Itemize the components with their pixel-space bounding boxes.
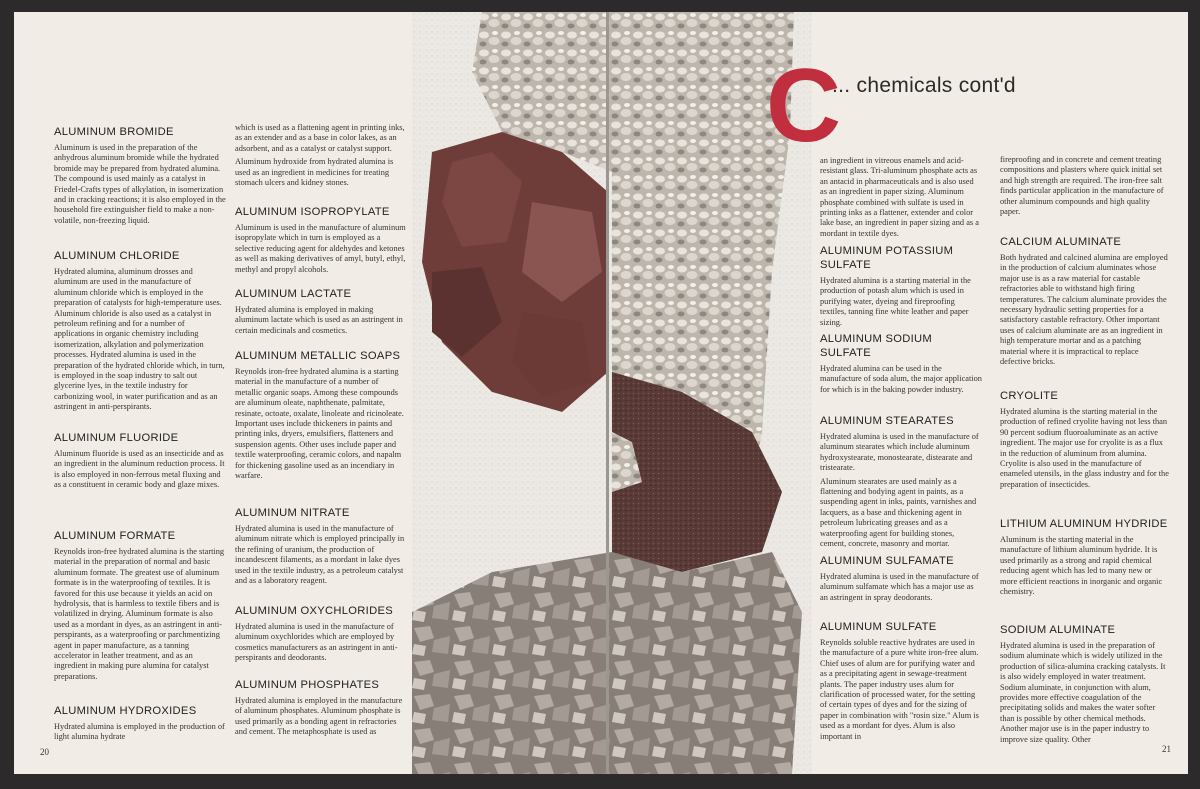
section-title: ALUMINUM OXYCHLORIDES — [235, 605, 393, 617]
section-paragraph: Hydrated alumina is used in the manufacture of aluminum oxychlorides which are employed by cosmetics manufacturers as an astringent in anti-perspirants and deodorants. — [235, 622, 398, 663]
section-paragraph: Reynolds iron-free hydrated alumina is a starting material in the manufacture of a number of metallic organic soaps. Among these compounds are aluminum oleate, naphthenate, palmitate, resinate, octoate, oxalate, linoleate and ricinoleate. Important uses include thickeners in paints and printing inks, dryers, emulsifiers, flatteners and suspension agents. Other uses include paper and textile waterproofing, ceramic colors, and napalm for thickening gasoline used as an incendiary in warfare. — [235, 367, 404, 481]
alumina-photo-illustration — [412, 12, 812, 774]
section-title: ALUMINUM BROMIDE — [54, 126, 174, 138]
section-sodium-aluminate — [1000, 623, 1170, 745]
section-aluminum-sulfate-cont — [1000, 155, 1170, 217]
section-paragraph: Hydrated alumina is used in the manufacture of aluminum nitrate which is employed principally in the refining of uranium, the production of incandescent filaments, as a mordant in lake dyes used in the textile industry, as a petroleum catalyst and as a laboratory reagent. — [235, 524, 405, 586]
section-paragraph: Aluminum hydroxide from hydrated alumina is used as an ingredient in medicines for treating stomach ulcers and kidney stones. — [235, 157, 394, 188]
section-title: ALUMINUM PHOSPHATES — [235, 679, 380, 691]
section-aluminum-sulfate — [820, 620, 982, 742]
section-paragraph: Hydrated alumina, aluminum drosses and aluminum are used in the manufacture of aluminum chloride which is employed in the preparation of catalysts for high-temperature uses. Aluminum chloride is also used as a catalyst in petroleum refining and for a number of applications in organic chemistry including isomerization, alkylation and polymerization processes. Hydrated alumina is used in the preparation of the hydrated chloride which, in turn, is employed in the soap industry to salt out glycerine lyes, in the textile industry for carbonizing wool, in water purification and as an astringent in anti-perspirants. — [54, 267, 225, 412]
section-title: ALUMINUM SULFATE — [820, 621, 937, 633]
section-paragraph: Aluminum is the starting material in the manufacture of lithium aluminum hydride. It is used primarily as a strong and rapid chemical reducing agent which has led to many new or more efficient reactions in inorganic and organic chemistry. — [1000, 535, 1163, 597]
magazine-spread — [14, 12, 1188, 774]
section-title: ALUMINUM NITRATE — [235, 507, 350, 519]
section-title: CRYOLITE — [1000, 390, 1059, 402]
page-heading: ... chemicals cont'd — [832, 74, 1016, 97]
section-paragraph: Hydrated alumina is used in the manufacture of aluminum stearates which include aluminum hydroxystearate, monostearate, distearate and tristearate. — [820, 432, 979, 473]
section-aluminum-oxychlorides — [235, 604, 407, 664]
section-paragraph: Hydrated alumina is used in the manufacture of aluminum sulfamate which has a major use as an astringent in spray deodorants. — [820, 572, 979, 602]
section-aluminum-phosphates — [235, 678, 407, 738]
section-aluminum-fluoride — [54, 431, 226, 491]
section-aluminum-lactate — [235, 287, 407, 336]
section-paragraph: Hydrated alumina is employed in making aluminum lactate which is used as an astringent in certain medicinals and cosmetics. — [235, 305, 403, 335]
section-paragraph: Hydrated alumina can be used in the manufacture of soda alum, the major application for which is in the baking powder industry. — [820, 364, 982, 394]
section-aluminum-isopropylate — [235, 205, 407, 275]
section-paragraph: Aluminum fluoride is used as an insecticide and as an ingredient in the aluminum reduction process. It is also employed in non-ferrous metal fluxing and as a constituent in ceramic body and glaze mixes. — [54, 449, 225, 490]
section-paragraph: Reynolds iron-free hydrated alumina is the starting material in the preparation of normal and basic aluminum formate. The greatest use of aluminum formate is in the waterproofing of textiles. It is favored for this use because it yields an acid on hydrolysis, that is harmless to textile fibers and is volatilized in drying. Aluminum formate is also used as a mordant in dyes, as an astringent in anti-perspirants, as a waterproofing or parchmentizing agent in paper manufacture, as a tanning accelerator in leather treatment, and as an ingredient in making pure alumina for catalyst preparations. — [54, 547, 225, 681]
section-aluminum-chloride — [54, 249, 226, 413]
section-title: ALUMINUM SULFAMATE — [820, 555, 954, 567]
section-aluminum-nitrate — [235, 506, 407, 586]
section-aluminum-hydroxides-cont — [235, 123, 407, 188]
page-number-left: 20 — [40, 747, 49, 757]
section-aluminum-bromide — [54, 125, 226, 226]
section-title: LITHIUM ALUMINUM HYDRIDE — [1000, 518, 1168, 530]
section-paragraph: Aluminum is used in the preparation of the anhydrous aluminum bromide while the hydrated bromide may be prepared from hydrated alumina. The compound is used mainly as a catalyst in Friedel-Crafts types of alkylation, in isomerization and in cracking reactions; it is also employed in the household fire extinguisher field to make a non-volatile, non-freezing liquid. — [54, 143, 226, 225]
section-title: ALUMINUM METALLIC SOAPS — [235, 350, 401, 362]
center-gutter — [606, 12, 609, 774]
section-title: ALUMINUM STEARATES — [820, 415, 954, 427]
section-aluminum-sulfamate — [820, 554, 982, 603]
section-title: ALUMINUM ISOPROPYLATE — [235, 206, 390, 218]
section-paragraph: Both hydrated and calcined alumina are employed in the production of calcium aluminates whose major use is as a raw material for castable refractories able to withstand high firing temperatures. The calcium aluminate provides the necessary hydraulic setting properties for a satisfactory castable refractory. Other important uses of calcium aluminate are as an ingredient in high temperature mortar and as a patching material where it is impractical to replace defective bricks. — [1000, 253, 1168, 367]
section-title: ALUMINUM LACTATE — [235, 288, 352, 300]
section-title: ALUMINUM POTASSIUM SULFATE — [820, 245, 954, 271]
section-paragraph: which is used as a flattening agent in printing inks, as an extender and as a base in color lakes, as an adsorbent, and as a catalyst or catalyst support. — [235, 123, 405, 153]
section-title: SODIUM ALUMINATE — [1000, 624, 1116, 636]
section-paragraph: Hydrated alumina is employed in the production of light alumina hydrate — [54, 722, 225, 742]
section-aluminum-hydroxides — [54, 704, 226, 743]
section-title: ALUMINUM CHLORIDE — [54, 250, 180, 262]
section-paragraph: Hydrated alumina is the starting material in the production of refined cryolite having not less than 90 percent sodium fluoroaluminate as an active ingredient. The major use for cryolite is as a flux in the reduction of aluminum from alumina. Cryolite is also used in the manufacture of enameled utensils, in the glass industry and for the preparation of insecticides. — [1000, 407, 1169, 489]
section-aluminum-potassium-sulfate — [820, 244, 982, 328]
section-title: ALUMINUM FLUORIDE — [54, 432, 179, 444]
section-paragraph: an ingredient in vitreous enamels and acid-resistant glass. Tri-aluminum phosphate acts as an antacid in pharmaceuticals and is also used as an ingredient in paper sizing. Aluminum phosphate combined with sulfate is used in printing inks as a flattener, extender and color lake base, an ingredient in paper sizing and as a mordant in textile dyes. — [820, 156, 979, 238]
section-aluminum-sodium-sulfate — [820, 332, 982, 395]
section-paragraph: Hydrated alumina is used in the preparation of sodium aluminate which is widely utilized in the production of silica-alumina cracking catalysts. It is also widely employed in water treatment. Sodium aluminate, in conjunction with alum, provides more effective coagulation of the precipitating solids and makes the water softer than is possible by other chemical methods. Another major use is in the paper industry to improve size quality. Other — [1000, 641, 1166, 744]
section-paragraph: Hydrated alumina is employed in the manufacture of aluminum phosphates. Aluminum phosphate is used primarily as a bonding agent in refractories and cement. The metaphosphate is used as — [235, 696, 403, 737]
section-paragraph: Aluminum is used in the manufacture of aluminum isopropylate which in turn is employed as a selective reducing agent for aldehydes and ketones as well as making derivatives of amyl, butyl, ethyl, methyl and propyl alcohols. — [235, 223, 406, 274]
section-lithium-aluminum-hydride — [1000, 517, 1170, 597]
section-paragraph: Reynolds soluble reactive hydrates are used in the manufacture of a pure white iron-free alum. Chief uses of alum are for purifying water and as a precipitating agent in sewage-treatment plants. The paper industry uses alum for clarification of processed water, for the setting of certain types of dyes and for the sizing of paper in combination with "rosin size." Alum is used as a mordant for dyes. Alum is also important in — [820, 638, 979, 741]
section-aluminum-metallic-soaps — [235, 349, 407, 481]
section-calcium-aluminate — [1000, 235, 1170, 367]
section-title: ALUMINUM FORMATE — [54, 530, 176, 542]
page-number-right: 21 — [1162, 744, 1171, 754]
alumina-materials-photo — [412, 12, 812, 774]
section-aluminum-phosphates-cont — [820, 156, 982, 239]
section-aluminum-stearates — [820, 414, 982, 549]
section-title: CALCIUM ALUMINATE — [1000, 236, 1122, 248]
section-initial-letter: C — [766, 48, 842, 164]
section-paragraph: Aluminum stearates are used mainly as a flattening and bodying agent in paints, as a suspending agent in inks, paints, varnishes and lacquers, as a base and thickening agent in petroleum lubricating greases and as a waterproofing agent for building stones, cement, concrete, masonry and mortar. — [820, 476, 977, 549]
section-cryolite — [1000, 389, 1170, 490]
section-title: ALUMINUM HYDROXIDES — [54, 705, 197, 717]
section-paragraph: fireproofing and in concrete and cement treating compositions and plasters where quick initial set and high strength are required. The iron-free salt finds particular application in the manufacture of other aluminum compounds and high quality paper. — [1000, 155, 1164, 217]
section-aluminum-formate — [54, 529, 226, 682]
section-paragraph: Hydrated alumina is a starting material in the production of potash alum which is used in purifying water, dyeing and fireproofing textiles, tanning fine white leather and paper sizing. — [820, 276, 971, 327]
section-title: ALUMINUM SODIUM SULFATE — [820, 333, 933, 359]
